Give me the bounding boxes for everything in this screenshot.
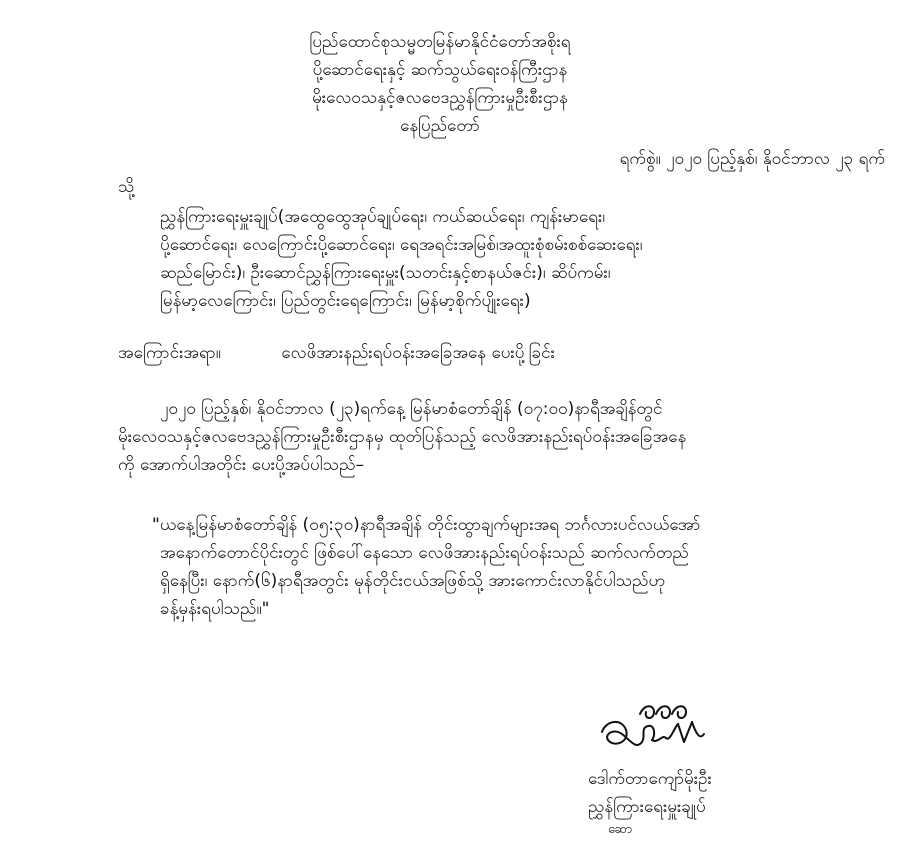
signatory-abbrev: ဆော — [608, 822, 633, 837]
quoted-bulletin — [152, 511, 880, 623]
letterhead-line-city: နေပြည်တော် — [400, 116, 480, 136]
letter-date: ရက်စွဲ။ ၂၀၂၀ ပြည့်နှစ်၊ နိုဝင်ဘာလ ၂၃ ရက် — [619, 149, 885, 169]
signatory-block — [588, 765, 712, 839]
recipient-line: ပို့ဆောင်ရေး၊ လေကြောင်းပို့ဆောင်ရေး၊ ရေအရင်းအမြစ်၊အထူးစုံစမ်းစစ်ဆေးရေး၊ — [160, 235, 643, 255]
signatory-title: ညွှန်ကြားရေးမှူးချုပ် — [588, 797, 706, 817]
subject-row — [118, 342, 878, 367]
handwritten-signature — [596, 694, 706, 758]
subject-label: အကြောင်းအရာ။ — [118, 343, 221, 363]
recipient-line: ဆည်မြောင်း)၊ ဦးဆောင်ညွှန်ကြားရေးမှူး(သတင်းနှင့်စာနယ်ဇင်း)၊ ဆိပ်ကမ်း၊ — [160, 263, 611, 283]
letterhead — [250, 28, 630, 140]
quote-line: ခန့်မှန်းရပါသည်။" — [160, 599, 270, 619]
body-line: မိုးလေဝသနှင့်ဇလဗေဒညွှန်ကြားမှုဦးစီးဌာနမှ ထုတ်ပြန်သည့် လေဖိအားနည်းရပ်ဝန်းအခြေအနေ — [118, 427, 687, 447]
to-label: သို့ — [118, 177, 135, 197]
signatory-name: ဒေါက်တာကျော်မိုးဦး — [588, 769, 712, 789]
recipient-line: မြန်မာ့လေကြောင်း၊ ပြည်တွင်းရေကြောင်း၊ မြန်မာ့စိုက်ပျိုးရေး) — [160, 291, 531, 311]
quote-line: အနောက်တောင်ပိုင်းတွင် ဖြစ်ပေါ်နေသော လေဖိအားနည်းရပ်ဝန်းသည် ဆက်လက်တည် — [160, 543, 689, 563]
recipient-line: ညွှန်ကြားရေးမှူးချုပ်(အထွေထွေအုပ်ချုပ်ရေး၊ ကယ်ဆယ်ရေး၊ ကျန်းမာရေး၊ — [160, 207, 606, 227]
letterhead-line-department: မိုးလေဝသနှင့်ဇလဗေဒညွှန်ကြားမှုဦးစီးဌာန — [312, 88, 568, 108]
body-paragraph — [118, 395, 888, 479]
body-line: ကို အောက်ပါအတိုင်း ပေးပို့အပ်ပါသည်– — [118, 455, 365, 475]
subject-text: လေဖိအားနည်းရပ်ဝန်းအခြေအနေ ပေးပို့ခြင်း — [281, 343, 555, 363]
body-line: ၂၀၂၀ ပြည့်နှစ်၊ နိုဝင်ဘာလ (၂၃)ရက်နေ့ မြန်မာစံတော်ချိန် (၀၇:၀၀)နာရီအချိန်တွင် — [160, 399, 663, 419]
quote-line: "ယနေ့မြန်မာစံတော်ချိန် (၀၅:၃၀)နာရီအချိန် တိုင်းထွာချက်များအရ ဘင်္ဂလားပင်လယ်အော် — [152, 515, 701, 535]
quote-line: ရှိနေပြီး၊ နောက်(၆)နာရီအတွင်း မုန်တိုင်းငယ်အဖြစ်သို့ အားကောင်းလာနိုင်ပါသည်ဟု — [160, 571, 666, 591]
recipients-block — [160, 203, 880, 315]
letterhead-line-government: ပြည်ထောင်စုသမ္မတမြန်မာနိုင်ငံတော်အစိုးရ — [309, 32, 571, 52]
letterhead-line-ministry: ပို့ဆောင်ရေးနှင့် ဆက်သွယ်ရေးဝန်ကြီးဌာန — [312, 60, 568, 80]
